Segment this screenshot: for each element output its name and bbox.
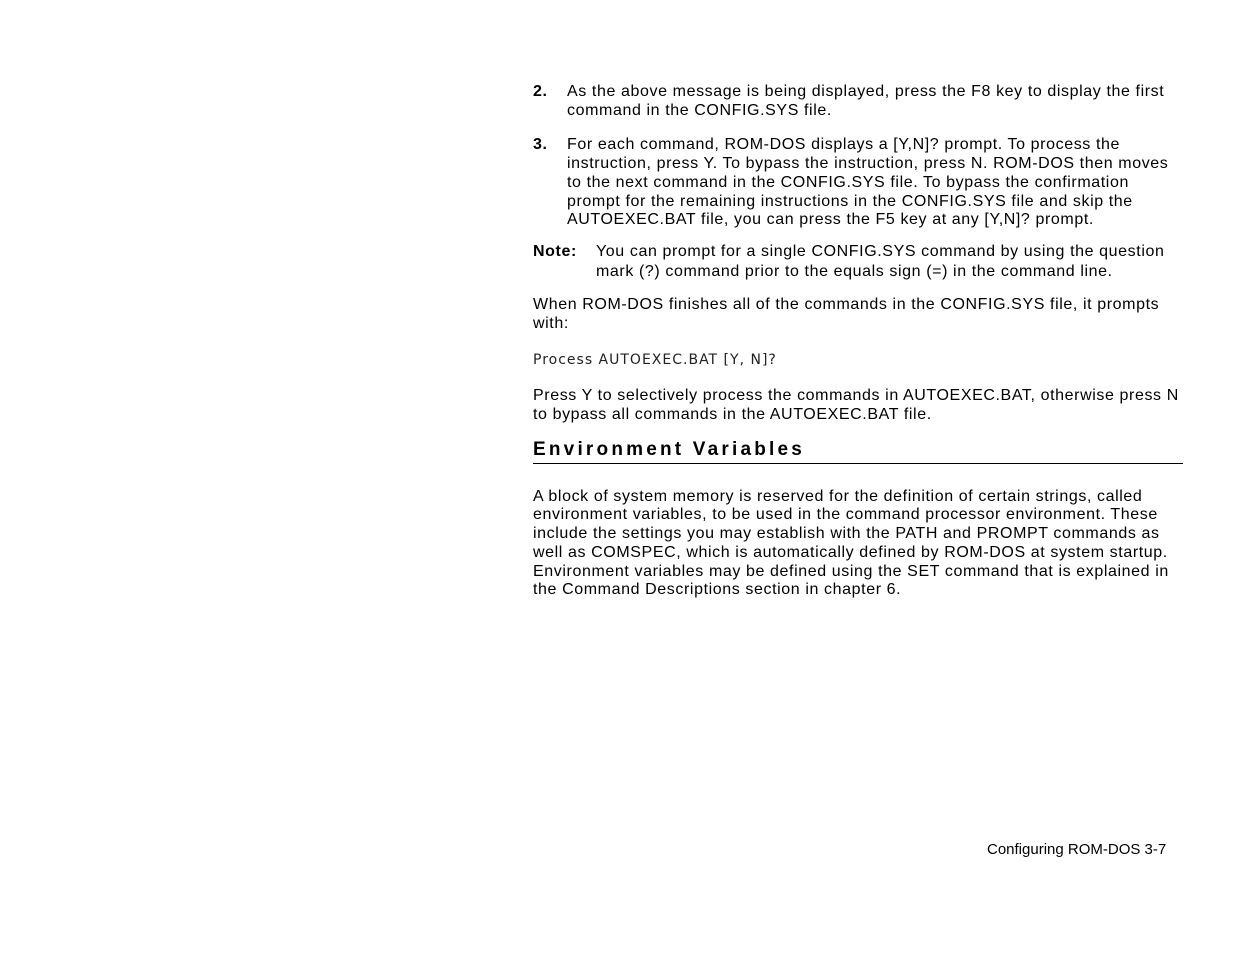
note	[533, 242, 1181, 283]
step-text: As the above message is being displayed, press the F8 key to display the first command in the CONFIG.SYS file.	[567, 83, 1165, 119]
step-3	[533, 136, 1181, 230]
note-text: You can prompt for a single CONFIG.SYS command by using the question mark (?) command prior to the equals sign (=) in the command line.	[596, 242, 1165, 281]
paragraph-environment-variables: A block of system memory is reserved for the definition of certain strings, called environment variables, to be used in the command processor environment. These include the settings you may establish with the PATH and PROMPT commands as well as COMSPEC, which is automatically defined by ROM-DOS at system startup. Environment variables may be defined using the SET command that is explained in the Command Descriptions section in chapter 6.	[533, 487, 1169, 599]
step-number: 2.	[533, 83, 548, 100]
note-label: Note:	[533, 242, 577, 260]
step-text: For each command, ROM-DOS displays a [Y,N]? prompt. To process the instruction, press Y. To bypass the instruction, press N. ROM-DOS then moves to the next command in the CONFIG.SYS file. To bypass the confirmation prompt for the remaining instructions in the CONFIG.SYS file and skip the AUTOEXEC.BAT file, you can press the F5 key at any [Y,N]? prompt.	[567, 136, 1169, 229]
section-heading: Environment Variables	[533, 438, 1183, 464]
page-footer: Configuring ROM-DOS 3-7	[987, 841, 1167, 858]
step-number: 3.	[533, 136, 548, 154]
paragraph-config-finish: When ROM-DOS finishes all of the commands in the CONFIG.SYS file, it prompts with:	[533, 295, 1160, 332]
step-2	[533, 83, 1181, 120]
code-prompt-line: Process AUTOEXEC.BAT [Y, N]?	[533, 352, 777, 369]
page-content	[533, 83, 1181, 600]
paragraph-autoexec: Press Y to selectively process the commands in AUTOEXEC.BAT, otherwise press N to bypass all commands in the AUTOEXEC.BAT file.	[533, 387, 1179, 424]
